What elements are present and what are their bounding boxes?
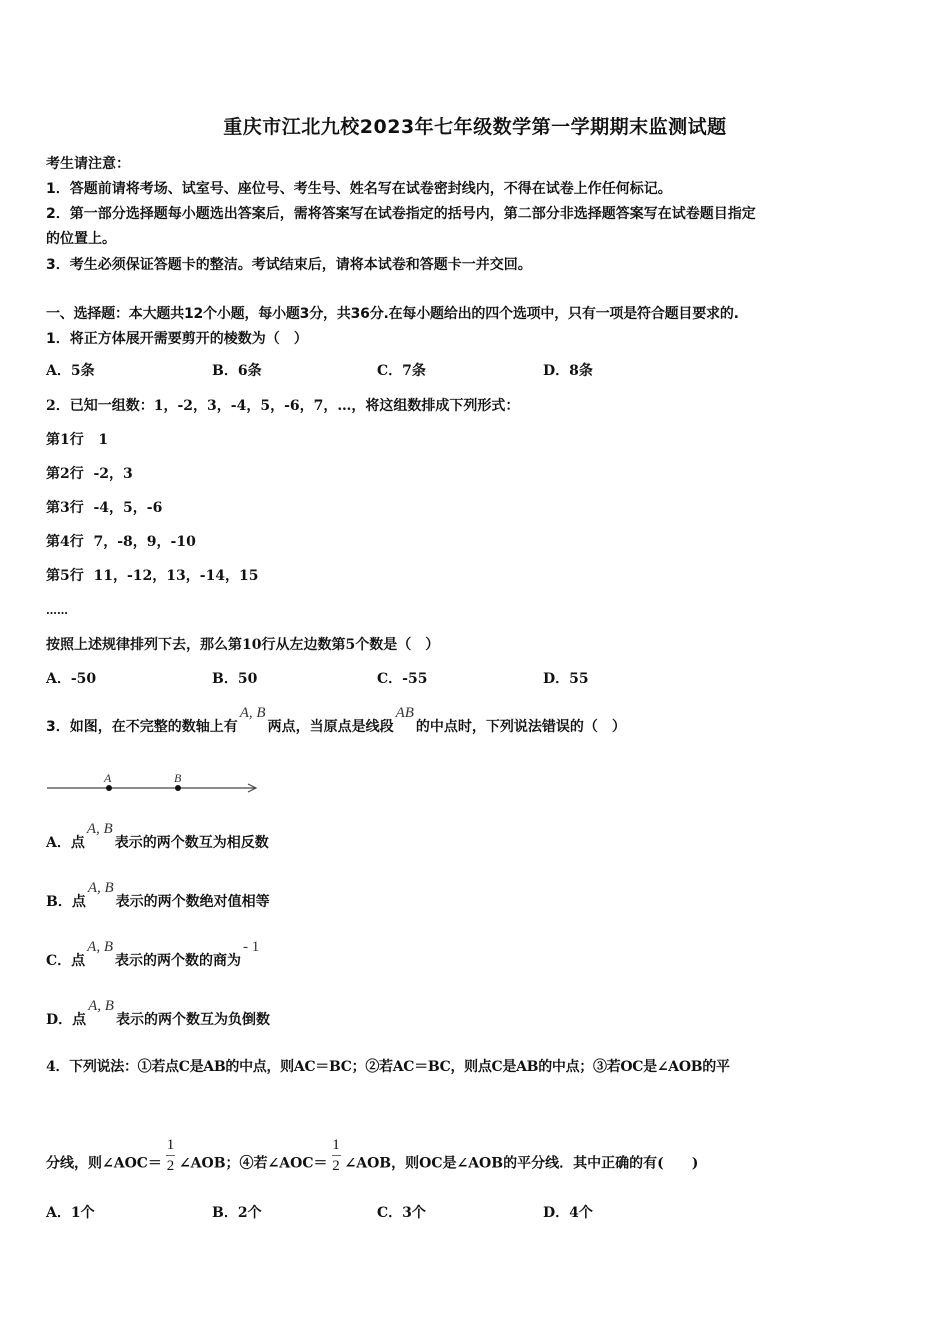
math-points-ab: A, B <box>87 939 113 955</box>
notice-item-2-cont: 的位置上。 <box>46 231 116 247</box>
question-2-option-a[interactable]: A．-50 <box>46 671 97 687</box>
option-label: A．点 <box>46 835 85 851</box>
option-text: 表示的两个数互为相反数 <box>114 835 269 851</box>
question-3-option-a[interactable] <box>46 821 269 852</box>
math-points-ab: A, B <box>86 821 113 837</box>
question-2-row-5 <box>46 567 259 585</box>
notice-heading: 考生请注意： <box>46 156 130 172</box>
math-points-ab: A, B <box>88 998 114 1014</box>
stem-text: 分线，则∠AOC＝ <box>46 1155 162 1172</box>
option-label: C．点 <box>46 953 86 969</box>
option-text: 表示的两个数绝对值相等 <box>115 894 270 910</box>
question-4-option-c[interactable]: C．3个 <box>377 1205 426 1221</box>
math-minus-one: - 1 <box>242 939 260 955</box>
question-2-option-b[interactable]: B．50 <box>212 671 258 687</box>
fraction-one-half <box>166 1137 175 1174</box>
stem-text: ∠AOB；④若∠AOC＝ <box>178 1155 328 1172</box>
row-values: -2，3 <box>93 466 133 482</box>
frac-bar <box>332 1155 341 1156</box>
question-2-option-c[interactable]: C．-55 <box>377 671 428 687</box>
question-3-option-d[interactable] <box>46 998 270 1029</box>
frac-numerator: 1 <box>332 1137 340 1153</box>
question-1-stem: 1．将正方体展开需要剪开的棱数为（ ） <box>46 331 308 347</box>
math-segment-ab: AB <box>395 705 414 721</box>
question-3-option-b[interactable] <box>46 880 270 911</box>
notice-item-3: 3．考生必须保证答题卡的整洁。考试结束后，请将本试卷和答题卡一并交回。 <box>46 257 532 273</box>
row-values: 1 <box>98 432 109 448</box>
question-2-row-4 <box>46 533 196 551</box>
option-label: D．点 <box>46 1012 87 1028</box>
point-b-label: B <box>174 771 182 785</box>
stem-text: ∠AOB，则OC是∠AOB的平分线．其中正确的有( ) <box>344 1155 699 1172</box>
question-4-line-1: 4．下列说法：①若点C是AB的中点，则AC＝BC；②若AC＝BC，则点C是AB的中点；③若OC是∠AOB的平 <box>46 1059 730 1075</box>
stem-text: 的中点时，下列说法错误的（ ） <box>415 719 626 735</box>
question-1-option-a[interactable]: A．5条 <box>46 363 95 379</box>
stem-text: 两点，当原点是线段 <box>267 719 394 735</box>
option-text: 表示的两个数的商为 <box>114 953 241 969</box>
point-a-label: A <box>104 771 112 785</box>
row-label: 第2行 <box>46 466 84 482</box>
question-2-ask: 按照上述规律排列下去，那么第10行从左边数第5个数是（ ） <box>46 637 440 653</box>
row-values: 11，-12，13，-14，15 <box>93 568 259 584</box>
stem-text: 3．如图，在不完整的数轴上有 <box>46 719 238 735</box>
row-label: 第4行 <box>46 534 84 550</box>
row-label: 第5行 <box>46 568 84 584</box>
question-3-option-c[interactable] <box>46 939 261 970</box>
question-4-line-2 <box>46 1137 699 1182</box>
frac-denominator: 2 <box>166 1158 175 1174</box>
question-2-option-d[interactable]: D．55 <box>543 671 589 687</box>
row-label: 第3行 <box>46 500 84 516</box>
option-text: 表示的两个数互为负倒数 <box>115 1012 270 1028</box>
question-2-ellipsis: …… <box>46 604 68 617</box>
option-label: B．点 <box>46 894 86 910</box>
question-4-option-a[interactable]: A．1个 <box>46 1205 95 1221</box>
frac-numerator: 1 <box>166 1137 175 1153</box>
frac-bar <box>166 1155 175 1156</box>
question-2-stem: 2．已知一组数：1，-2，3，-4，5，-6，7，…，将这组数排成下列形式： <box>46 398 520 414</box>
frac-denominator: 2 <box>332 1158 340 1174</box>
number-line-figure <box>47 770 262 800</box>
question-2-row-1 <box>46 431 108 449</box>
question-4-option-b[interactable]: B．2个 <box>212 1205 262 1221</box>
question-1-option-b[interactable]: B．6条 <box>212 363 262 379</box>
row-label: 第1行 <box>46 432 84 448</box>
math-points-ab: A, B <box>239 705 266 721</box>
question-4-option-d[interactable]: D．4个 <box>543 1205 593 1221</box>
notice-item-1: 1．答题前请将考场、试室号、座位号、考生号、姓名写在试卷密封线内，不得在试卷上作任何标记。 <box>46 181 672 197</box>
question-3-stem <box>46 705 626 736</box>
row-values: 7，-8，9，-10 <box>93 534 196 550</box>
page-title: 重庆市江北九校2023年七年级数学第一学期期末监测试题 <box>223 116 727 138</box>
question-2-row-3 <box>46 499 162 517</box>
math-points-ab: A, B <box>87 880 114 896</box>
question-2-row-2 <box>46 465 133 483</box>
fraction-one-half <box>332 1137 341 1174</box>
row-values: -4，5，-6 <box>93 500 163 516</box>
section-heading: 一、选择题：本大题共12个小题，每小题3分，共36分.在每小题给出的四个选项中，只有一项是符合题目要求的. <box>46 306 739 322</box>
notice-item-2: 2．第一部分选择题每小题选出答案后，需将答案写在试卷指定的括号内，第二部分非选择题答案写在试卷题目指定 <box>46 206 756 222</box>
question-1-option-d[interactable]: D．8条 <box>543 363 593 379</box>
question-1-option-c[interactable]: C．7条 <box>377 363 426 379</box>
